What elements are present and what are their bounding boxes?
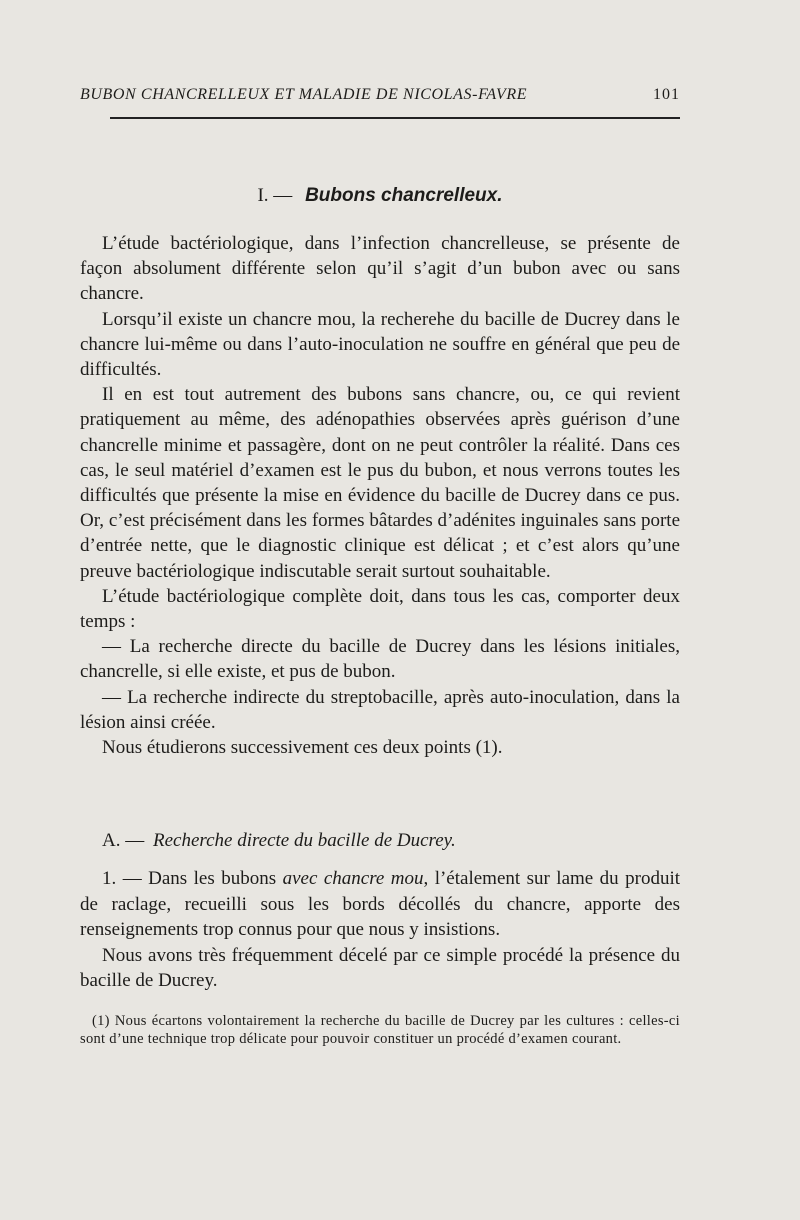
- paragraph-emphasis: avec chancre mou: [282, 868, 424, 889]
- subsection-title: Recherche directe du bacille de Ducrey.: [152, 830, 456, 851]
- paragraph: L’étude bactériologique complète doit, dans tous les cas, comporter deux temps :: [80, 585, 680, 633]
- header-rule: [110, 117, 680, 119]
- subsection-letter: A. —: [102, 830, 145, 851]
- running-head-title: BUBON CHANCRELLEUX ET MALADIE DE NICOLAS-FAVRE: [80, 86, 528, 103]
- paragraph: — La recherche indirecte du streptobacille, après auto-inoculation, dans la lésion ainsi créée.: [80, 686, 680, 733]
- paragraph-suffix: , l’étalement sur lame du produit de raclage, recueilli sous les bords décollés du chancre, apporte des renseignements trop connus pour que nous y insistions.: [80, 868, 680, 940]
- paragraph: Nous étudierons successivement ces deux points (1).: [102, 737, 503, 759]
- paragraph: [80, 866, 680, 943]
- paragraph: Nous avons très fréquemment décelé par ce simple procédé la présence du bacille de Ducrey.: [80, 944, 680, 991]
- subsection-heading: [102, 830, 456, 852]
- paragraph: Il en est tout autrement des bubons sans chancre, ou, ce qui revient pratiquement au même, des adénopathies observées après guérison d’une chancrelle minime et passagère, dont on ne peut contrôler la réalité. Dans ces cas, le seul matériel d’examen est le pus du bubon, et nous verrons toutes les difficultés que présente la mise en évidence du bacille de Ducrey dans ce pus. Or, c’est précisément dans les formes bâtardes d’adénites inguinales sans porte d’entrée nette, que le diagnostic clinique est délicat ; et c’est alors qu’une preuve bactériologique indiscutable serait surtout souhaitable.: [80, 384, 680, 582]
- section-heading: [0, 185, 760, 207]
- section-title: Bubons chancrelleux.: [305, 185, 503, 206]
- footnote: [80, 1012, 680, 1048]
- paragraph: — La recherche directe du bacille de Ducrey dans les lésions initiales, chancrelle, si elle existe, et pus de bubon.: [80, 636, 680, 683]
- footnote-text: (1) Nous écartons volontairement la recherche du bacille de Ducrey par les cultures : celles-ci sont d’une technique trop délicate pour pouvoir constituer un procédé d’examen courant.: [80, 1013, 680, 1047]
- page-number: 101: [653, 86, 680, 103]
- running-head: [80, 86, 680, 104]
- paragraph: L’étude bactériologique, dans l’infection chancrelleuse, se présente de façon absolument différente selon qu’il s’agit d’un bubon avec ou sans chancre.: [80, 233, 680, 305]
- paragraph: Lorsqu’il existe un chancre mou, la recherehe du bacille de Ducrey dans le chancre lui-même ou dans l’auto-inoculation ne souffre en général que peu de difficultés.: [80, 308, 680, 381]
- paragraph-prefix: 1. — Dans les bubons: [102, 868, 283, 889]
- body-text: [80, 231, 680, 760]
- section-number: I. —: [257, 185, 293, 206]
- body-text-2: [80, 866, 680, 994]
